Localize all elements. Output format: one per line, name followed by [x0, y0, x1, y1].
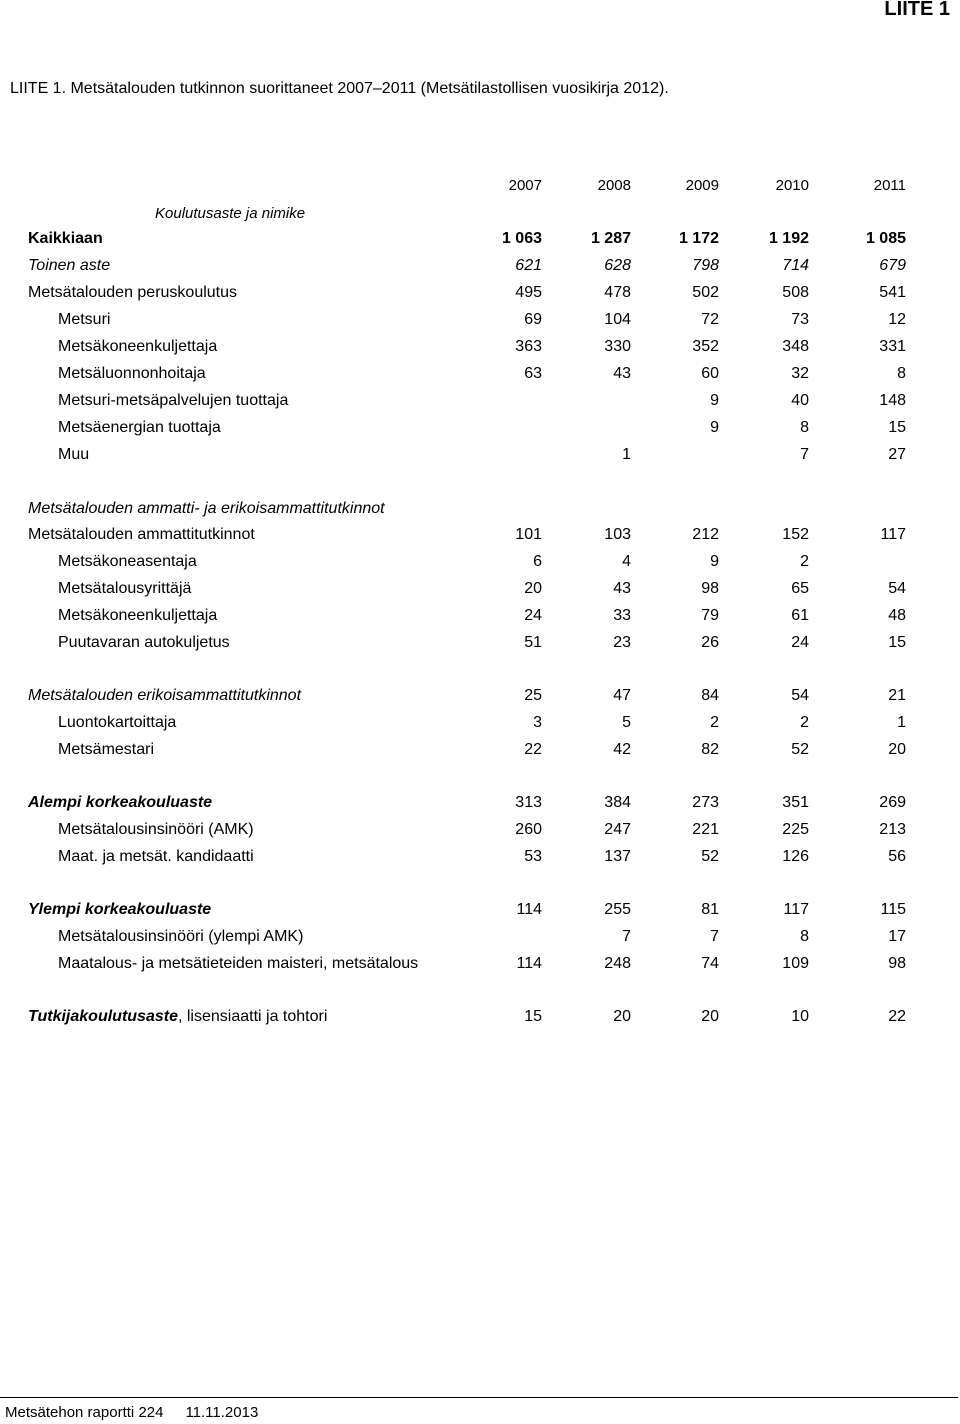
- value-cell: 47: [613, 687, 631, 704]
- value-cell: 351: [782, 794, 809, 811]
- row-label: Metsuri: [58, 311, 111, 328]
- value-cell: 2: [710, 714, 719, 731]
- table-row: [0, 848, 960, 874]
- row-label: Puutavaran autokuljetus: [58, 634, 230, 651]
- table-row: [0, 687, 960, 713]
- value-cell: 82: [701, 741, 719, 758]
- value-cell: 212: [692, 526, 719, 543]
- value-cell: 384: [604, 794, 631, 811]
- value-cell: 541: [879, 284, 906, 301]
- value-cell: 117: [783, 901, 809, 918]
- value-cell: 22: [524, 741, 542, 758]
- row-label: Metsätalousyrittäjä: [58, 580, 192, 597]
- value-cell: 72: [701, 311, 719, 328]
- value-cell: 25: [524, 687, 542, 704]
- value-cell: 43: [613, 365, 631, 382]
- footer-divider: [0, 1397, 958, 1398]
- value-cell: 26: [701, 634, 719, 651]
- value-cell: 255: [604, 901, 631, 918]
- table-row: [0, 365, 960, 391]
- value-cell: 56: [888, 848, 906, 865]
- value-cell: 348: [782, 338, 809, 355]
- table-row: [0, 500, 960, 526]
- value-cell: 53: [524, 848, 542, 865]
- value-cell: 43: [613, 580, 631, 597]
- value-cell: 8: [897, 365, 906, 382]
- value-cell: 12: [888, 311, 906, 328]
- value-cell: 679: [879, 257, 906, 274]
- row-label: Metsäkoneasentaja: [58, 553, 197, 570]
- table-row: [0, 607, 960, 633]
- value-cell: 65: [791, 580, 809, 597]
- table-row: [0, 580, 960, 606]
- value-cell: 495: [515, 284, 542, 301]
- value-cell: 73: [791, 311, 809, 328]
- value-cell: 84: [701, 687, 719, 704]
- value-cell: 51: [524, 634, 542, 651]
- table-row: [0, 338, 960, 364]
- value-cell: 114: [516, 955, 542, 972]
- row-label: Metsäkoneenkuljettaja: [58, 607, 218, 624]
- row-label: Metsäkoneenkuljettaja: [58, 338, 218, 355]
- row-label: Metsätalousinsinööri (ylempi AMK): [58, 928, 304, 945]
- table-row: [0, 257, 960, 283]
- value-cell: 628: [604, 257, 631, 274]
- row-label: Metsämestari: [58, 741, 155, 758]
- value-cell: 21: [888, 687, 906, 704]
- value-cell: 152: [782, 526, 809, 543]
- value-cell: 247: [604, 821, 631, 838]
- row-label: Maat. ja metsät. kandidaatti: [58, 848, 254, 865]
- table-row: [0, 446, 960, 472]
- value-cell: 20: [888, 741, 906, 758]
- footer: [5, 1404, 258, 1421]
- value-cell: 137: [604, 848, 631, 865]
- value-cell: 98: [701, 580, 719, 597]
- label-header-row: [0, 205, 960, 231]
- value-cell: 9: [710, 392, 719, 409]
- value-cell: 20: [613, 1008, 631, 1025]
- table-row: [0, 955, 960, 981]
- row-label: Muu: [58, 446, 90, 463]
- value-cell: 98: [888, 955, 906, 972]
- row-label: Kaikkiaan: [28, 230, 103, 247]
- value-cell: 7: [710, 928, 719, 945]
- value-cell: 60: [701, 365, 719, 382]
- value-cell: 213: [879, 821, 906, 838]
- value-cell: 508: [782, 284, 809, 301]
- value-cell: 363: [515, 338, 542, 355]
- value-cell: 7: [622, 928, 631, 945]
- row-label: Ylempi korkeakouluaste: [28, 901, 212, 918]
- value-cell: 10: [791, 1008, 809, 1025]
- value-cell: 24: [791, 634, 809, 651]
- value-cell: 148: [879, 392, 906, 409]
- year-cell: 2011: [873, 177, 906, 194]
- table-row: [0, 928, 960, 954]
- value-cell: 126: [782, 848, 809, 865]
- value-cell: 24: [524, 607, 542, 624]
- value-cell: 54: [888, 580, 906, 597]
- value-cell: 1: [897, 714, 906, 731]
- row-label: Metsätalouden peruskoulutus: [28, 284, 238, 301]
- value-cell: 42: [613, 741, 631, 758]
- value-cell: 502: [692, 284, 719, 301]
- table-row: [0, 1008, 960, 1034]
- table-row: [0, 392, 960, 418]
- value-cell: 74: [701, 955, 719, 972]
- value-cell: 269: [879, 794, 906, 811]
- value-cell: 273: [692, 794, 719, 811]
- value-cell: 8: [800, 419, 809, 436]
- value-cell: 27: [888, 446, 906, 463]
- value-cell: 52: [791, 741, 809, 758]
- value-cell: 1 287: [590, 230, 631, 247]
- value-cell: 61: [791, 607, 809, 624]
- row-label: Metsäenergian tuottaja: [58, 419, 221, 436]
- value-cell: 331: [879, 338, 906, 355]
- value-cell: 225: [782, 821, 809, 838]
- value-cell: 1: [622, 446, 631, 463]
- table-row: [0, 634, 960, 660]
- value-cell: 109: [782, 955, 809, 972]
- value-cell: 6: [533, 553, 542, 570]
- table-row: [0, 714, 960, 740]
- table-row: [0, 311, 960, 337]
- value-cell: 15: [888, 419, 906, 436]
- row-label: Metsäluonnonhoitaja: [58, 365, 206, 382]
- year-cell: 2009: [685, 177, 719, 194]
- value-cell: 260: [515, 821, 542, 838]
- table-row: [0, 526, 960, 552]
- value-cell: 81: [701, 901, 719, 918]
- row-label: Metsätalouden ammattitutkinnot: [28, 526, 255, 543]
- value-cell: 54: [791, 687, 809, 704]
- value-cell: 117: [880, 526, 906, 543]
- appendix-label: LIITE 1: [884, 0, 950, 20]
- value-cell: 15: [524, 1008, 542, 1025]
- value-cell: 63: [524, 365, 542, 382]
- value-cell: 115: [880, 901, 906, 918]
- value-cell: 1 192: [768, 230, 809, 247]
- value-cell: 33: [613, 607, 631, 624]
- row-label: Toinen aste: [28, 257, 111, 274]
- row-label: Metsätalouden erikoisammattitutkinnot: [28, 687, 302, 704]
- year-cell: 2007: [508, 177, 542, 194]
- value-cell: 101: [515, 526, 542, 543]
- row-label-rest: , lisensiaatti ja tohtori: [177, 1008, 328, 1025]
- table-row: [0, 794, 960, 820]
- value-cell: 48: [888, 607, 906, 624]
- value-cell: 798: [692, 257, 719, 274]
- value-cell: 3: [533, 714, 542, 731]
- row-label: [28, 1008, 327, 1026]
- year-header-row: [0, 177, 960, 203]
- value-cell: 1 085: [865, 230, 906, 247]
- value-cell: 8: [800, 928, 809, 945]
- row-label: Luontokartoittaja: [58, 714, 177, 731]
- value-cell: 2: [800, 553, 809, 570]
- value-cell: 20: [701, 1008, 719, 1025]
- value-cell: 20: [524, 580, 542, 597]
- footer-date: 11.11.2013: [185, 1404, 259, 1421]
- row-label: Metsuri-metsäpalvelujen tuottaja: [58, 392, 289, 409]
- table-row: [0, 419, 960, 445]
- row-label: Alempi korkeakouluaste: [28, 794, 213, 811]
- value-cell: 7: [800, 446, 809, 463]
- value-cell: 478: [604, 284, 631, 301]
- value-cell: 5: [622, 714, 631, 731]
- row-label: Metsätalousinsinööri (AMK): [58, 821, 254, 838]
- year-cell: 2010: [775, 177, 809, 194]
- value-cell: 248: [604, 955, 631, 972]
- value-cell: 1 172: [678, 230, 719, 247]
- value-cell: 23: [613, 634, 631, 651]
- table-row: [0, 821, 960, 847]
- label-column-header: Koulutusaste ja nimike: [155, 205, 306, 222]
- value-cell: 4: [622, 553, 631, 570]
- year-cell: 2008: [597, 177, 631, 194]
- value-cell: 40: [791, 392, 809, 409]
- table-row: [0, 901, 960, 927]
- value-cell: 114: [516, 901, 542, 918]
- row-label: Maatalous- ja metsätieteiden maisteri, metsätalous: [58, 955, 419, 972]
- value-cell: 104: [604, 311, 631, 328]
- footer-report: Metsätehon raportti 224: [5, 1404, 164, 1421]
- value-cell: 2: [800, 714, 809, 731]
- value-cell: 17: [888, 928, 906, 945]
- value-cell: 69: [524, 311, 542, 328]
- value-cell: 9: [710, 553, 719, 570]
- row-label-emphasis: Tutkijakoulutusaste: [28, 1008, 178, 1025]
- table-row: [0, 741, 960, 767]
- value-cell: 714: [782, 257, 809, 274]
- section-label: Metsätalouden ammatti- ja erikoisammattitutkinnot: [28, 500, 385, 517]
- value-cell: 22: [888, 1008, 906, 1025]
- value-cell: 52: [701, 848, 719, 865]
- value-cell: 1 063: [501, 230, 542, 247]
- page-title: LIITE 1. Metsätalouden tutkinnon suorittaneet 2007–2011 (Metsätilastollisen vuosikirja 2012).: [10, 80, 669, 97]
- value-cell: 15: [888, 634, 906, 651]
- table-row: [0, 230, 960, 256]
- value-cell: 9: [710, 419, 719, 436]
- table-row: [0, 284, 960, 310]
- table-row: [0, 553, 960, 579]
- value-cell: 621: [515, 257, 542, 274]
- value-cell: 313: [515, 794, 542, 811]
- value-cell: 79: [701, 607, 719, 624]
- value-cell: 352: [692, 338, 719, 355]
- value-cell: 221: [692, 821, 719, 838]
- value-cell: 32: [791, 365, 809, 382]
- value-cell: 103: [604, 526, 631, 543]
- value-cell: 330: [604, 338, 631, 355]
